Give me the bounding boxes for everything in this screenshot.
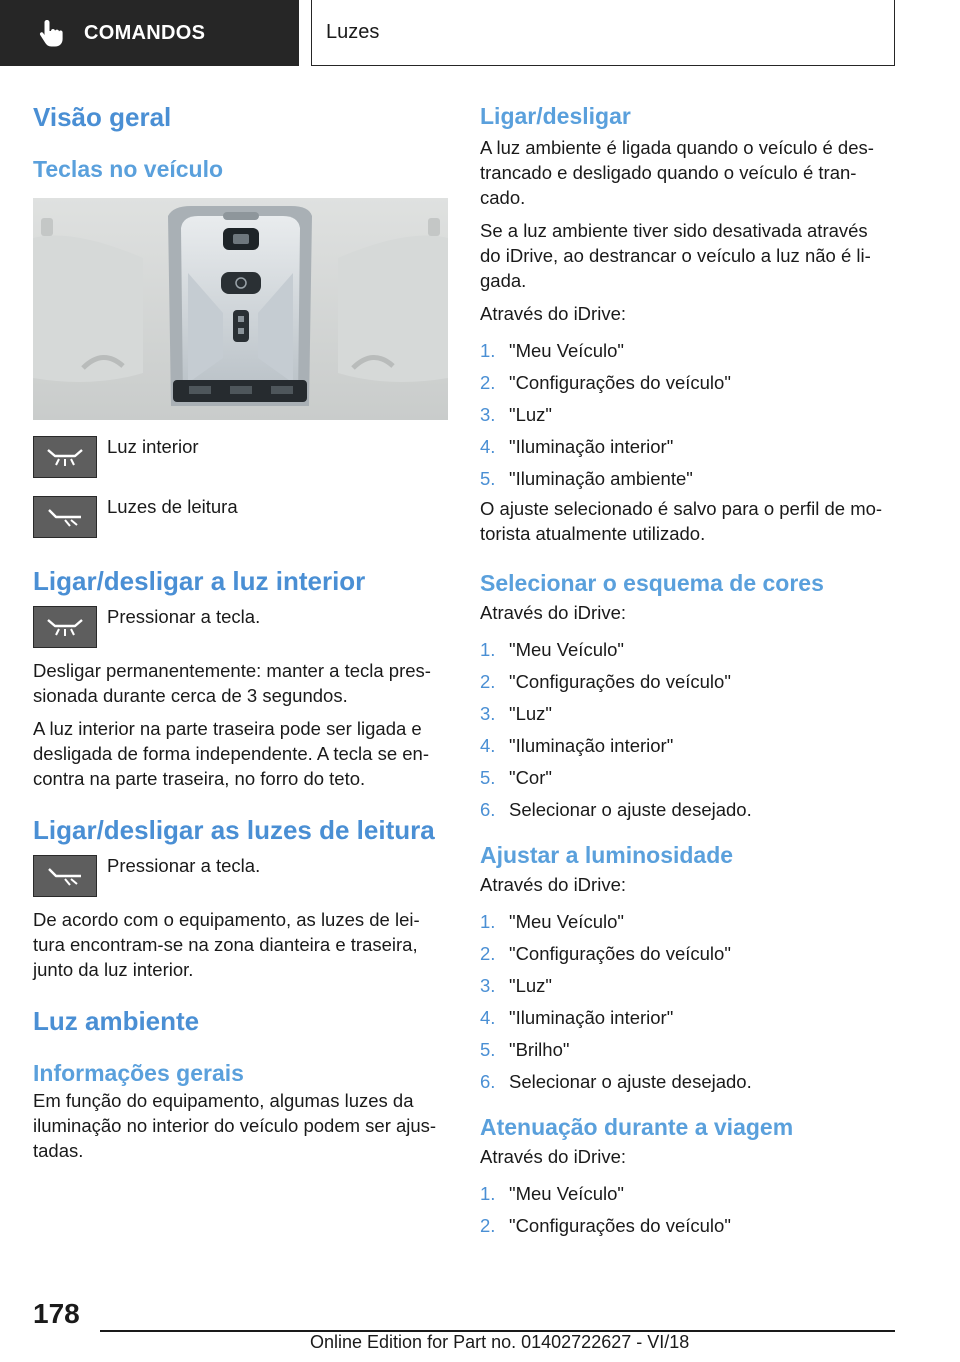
list-item	[480, 765, 895, 790]
heading-general: Informações gerais	[33, 1060, 244, 1086]
list-item	[480, 370, 895, 395]
list-item	[480, 434, 895, 459]
reading-paragraph	[33, 907, 448, 982]
step-number: 6.	[480, 1071, 496, 1092]
step-text: "Meu Veículo"	[509, 1183, 624, 1204]
general-paragraph	[33, 1088, 448, 1163]
list-item	[480, 973, 895, 998]
key-label-interior: Luz interior	[107, 436, 199, 457]
text-line: torista atualmente utilizado.	[480, 523, 706, 544]
list-item	[480, 637, 895, 662]
list-item	[480, 701, 895, 726]
step-text: "Cor"	[509, 767, 552, 788]
step-text: "Luz"	[509, 404, 552, 425]
list-item	[480, 466, 895, 491]
list-item	[480, 733, 895, 758]
text-line: Desligar permanentemente: manter a tecla pres-	[33, 660, 431, 681]
text-line: trancado e desligado quando o veículo é tran-	[480, 162, 857, 183]
step-text: "Configurações do veículo"	[509, 671, 731, 692]
reading-light-key-icon	[33, 496, 97, 538]
press-text-reading: Pressionar a tecla.	[107, 855, 261, 876]
pointing-hand-icon	[38, 18, 64, 48]
list-item	[480, 1005, 895, 1030]
key-label-reading: Luzes de leitura	[107, 496, 238, 517]
step-text: "Iluminação interior"	[509, 1007, 674, 1028]
text-line: Se a luz ambiente tiver sido desativada através	[480, 220, 868, 241]
step-number: 2.	[480, 943, 496, 964]
heading-keys: Teclas no veículo	[33, 156, 224, 182]
text-line: A luz ambiente é ligada quando o veículo é des-	[480, 137, 874, 158]
onoff-paragraph-1	[480, 135, 895, 210]
text-line: tura encontram-se na zona dianteira e traseira,	[33, 934, 418, 955]
heading-color: Selecionar o esquema de cores	[480, 570, 824, 596]
step-number: 3.	[480, 975, 496, 996]
key-row-interior	[33, 436, 448, 478]
step-number: 1.	[480, 639, 496, 660]
press-row-reading	[33, 855, 448, 897]
step-number: 3.	[480, 703, 496, 724]
heading-dimming: Atenuação durante a viagem	[480, 1114, 794, 1140]
list-item	[480, 402, 895, 427]
text-line: contra na parte traseira, no forro do teto.	[33, 768, 366, 789]
step-number: 1.	[480, 340, 496, 361]
key-row-reading	[33, 496, 448, 538]
interior-paragraph-2	[33, 716, 448, 791]
step-text: Selecionar o ajuste desejado.	[509, 799, 752, 820]
onoff-steps	[480, 338, 895, 491]
step-number: 2.	[480, 671, 496, 692]
roof-console-photo	[33, 198, 448, 420]
list-item	[480, 1213, 895, 1238]
press-row-interior	[33, 606, 448, 648]
list-item	[480, 909, 895, 934]
step-number: 4.	[480, 735, 496, 756]
step-text: Selecionar o ajuste desejado.	[509, 1071, 752, 1092]
step-number: 3.	[480, 404, 496, 425]
text-line: A luz interior na parte traseira pode ser ligada e	[33, 718, 422, 739]
step-text: "Meu Veículo"	[509, 911, 624, 932]
step-number: 6.	[480, 799, 496, 820]
step-number: 1.	[480, 1183, 496, 1204]
heading-reading: Ligar/desligar as luzes de leitura	[33, 815, 435, 845]
step-text: "Configurações do veículo"	[509, 943, 731, 964]
step-text: "Configurações do veículo"	[509, 1215, 731, 1236]
list-item	[480, 941, 895, 966]
step-text: "Luz"	[509, 975, 552, 996]
text-line: desligada de forma independente. A tecla se en-	[33, 743, 429, 764]
text-line: De acordo com o equipamento, as luzes de lei-	[33, 909, 420, 930]
interior-light-key-icon	[33, 436, 97, 478]
page-header	[0, 0, 960, 66]
text-line: junto da luz interior.	[33, 959, 194, 980]
dimming-steps	[480, 1181, 895, 1238]
interior-paragraph-1	[33, 658, 448, 708]
via-idrive-text: Através do iDrive:	[480, 1146, 626, 1167]
list-item	[480, 338, 895, 363]
text-line: tadas.	[33, 1140, 84, 1161]
step-text: "Meu Veículo"	[509, 340, 624, 361]
chapter-tab	[0, 0, 299, 66]
via-idrive-text: Através do iDrive:	[480, 874, 626, 895]
section-title: Luzes	[326, 21, 380, 43]
step-text: "Luz"	[509, 703, 552, 724]
list-item	[480, 1181, 895, 1206]
list-item	[480, 1069, 895, 1094]
list-item	[480, 669, 895, 694]
step-text: "Configurações do veículo"	[509, 372, 731, 393]
list-item	[480, 1037, 895, 1062]
step-number: 5.	[480, 1039, 496, 1060]
heading-interior: Ligar/desligar a luz interior	[33, 566, 366, 596]
text-line: iluminação no interior do veículo podem ser ajus-	[33, 1115, 437, 1136]
text-line: Em função do equipamento, algumas luzes da	[33, 1090, 414, 1111]
heading-overview: Visão geral	[33, 102, 172, 132]
page-number: 178	[33, 1298, 80, 1329]
color-steps	[480, 637, 895, 822]
step-text: "Meu Veículo"	[509, 639, 624, 660]
list-item	[480, 797, 895, 822]
text-line: O ajuste selecionado é salvo para o perfil de mo-	[480, 498, 883, 519]
via-idrive-text: Através do iDrive:	[480, 602, 626, 623]
step-number: 5.	[480, 767, 496, 788]
step-text: "Brilho"	[509, 1039, 570, 1060]
heading-brightness: Ajustar a luminosidade	[480, 842, 734, 868]
step-number: 4.	[480, 1007, 496, 1028]
brightness-steps	[480, 909, 895, 1094]
step-text: "Iluminação interior"	[509, 735, 674, 756]
step-text: "Iluminação interior"	[509, 436, 674, 457]
edition-text: Online Edition for Part no. 01402722627 - VI/18	[310, 1332, 690, 1352]
reading-light-key-icon	[33, 855, 97, 897]
section-title-box	[311, 0, 895, 66]
step-number: 5.	[480, 468, 496, 489]
interior-light-key-icon	[33, 606, 97, 648]
step-text: "Iluminação ambiente"	[509, 468, 693, 489]
left-column	[33, 100, 448, 1163]
step-number: 2.	[480, 1215, 496, 1236]
heading-ambient: Luz ambiente	[33, 1006, 200, 1036]
via-idrive-text: Através do iDrive:	[480, 303, 626, 324]
step-number: 1.	[480, 911, 496, 932]
text-line: do iDrive, ao destrancar o veículo a luz não é li-	[480, 245, 871, 266]
right-column	[480, 101, 895, 1245]
step-number: 4.	[480, 436, 496, 457]
text-line: sionada durante cerca de 3 segundos.	[33, 685, 348, 706]
step-number: 2.	[480, 372, 496, 393]
text-line: cado.	[480, 187, 526, 208]
chapter-label: COMANDOS	[84, 21, 206, 44]
press-text-interior: Pressionar a tecla.	[107, 606, 261, 627]
text-line: gada.	[480, 270, 527, 291]
heading-onoff: Ligar/desligar	[480, 103, 631, 129]
onoff-paragraph-2	[480, 218, 895, 293]
onoff-paragraph-3	[480, 496, 895, 546]
